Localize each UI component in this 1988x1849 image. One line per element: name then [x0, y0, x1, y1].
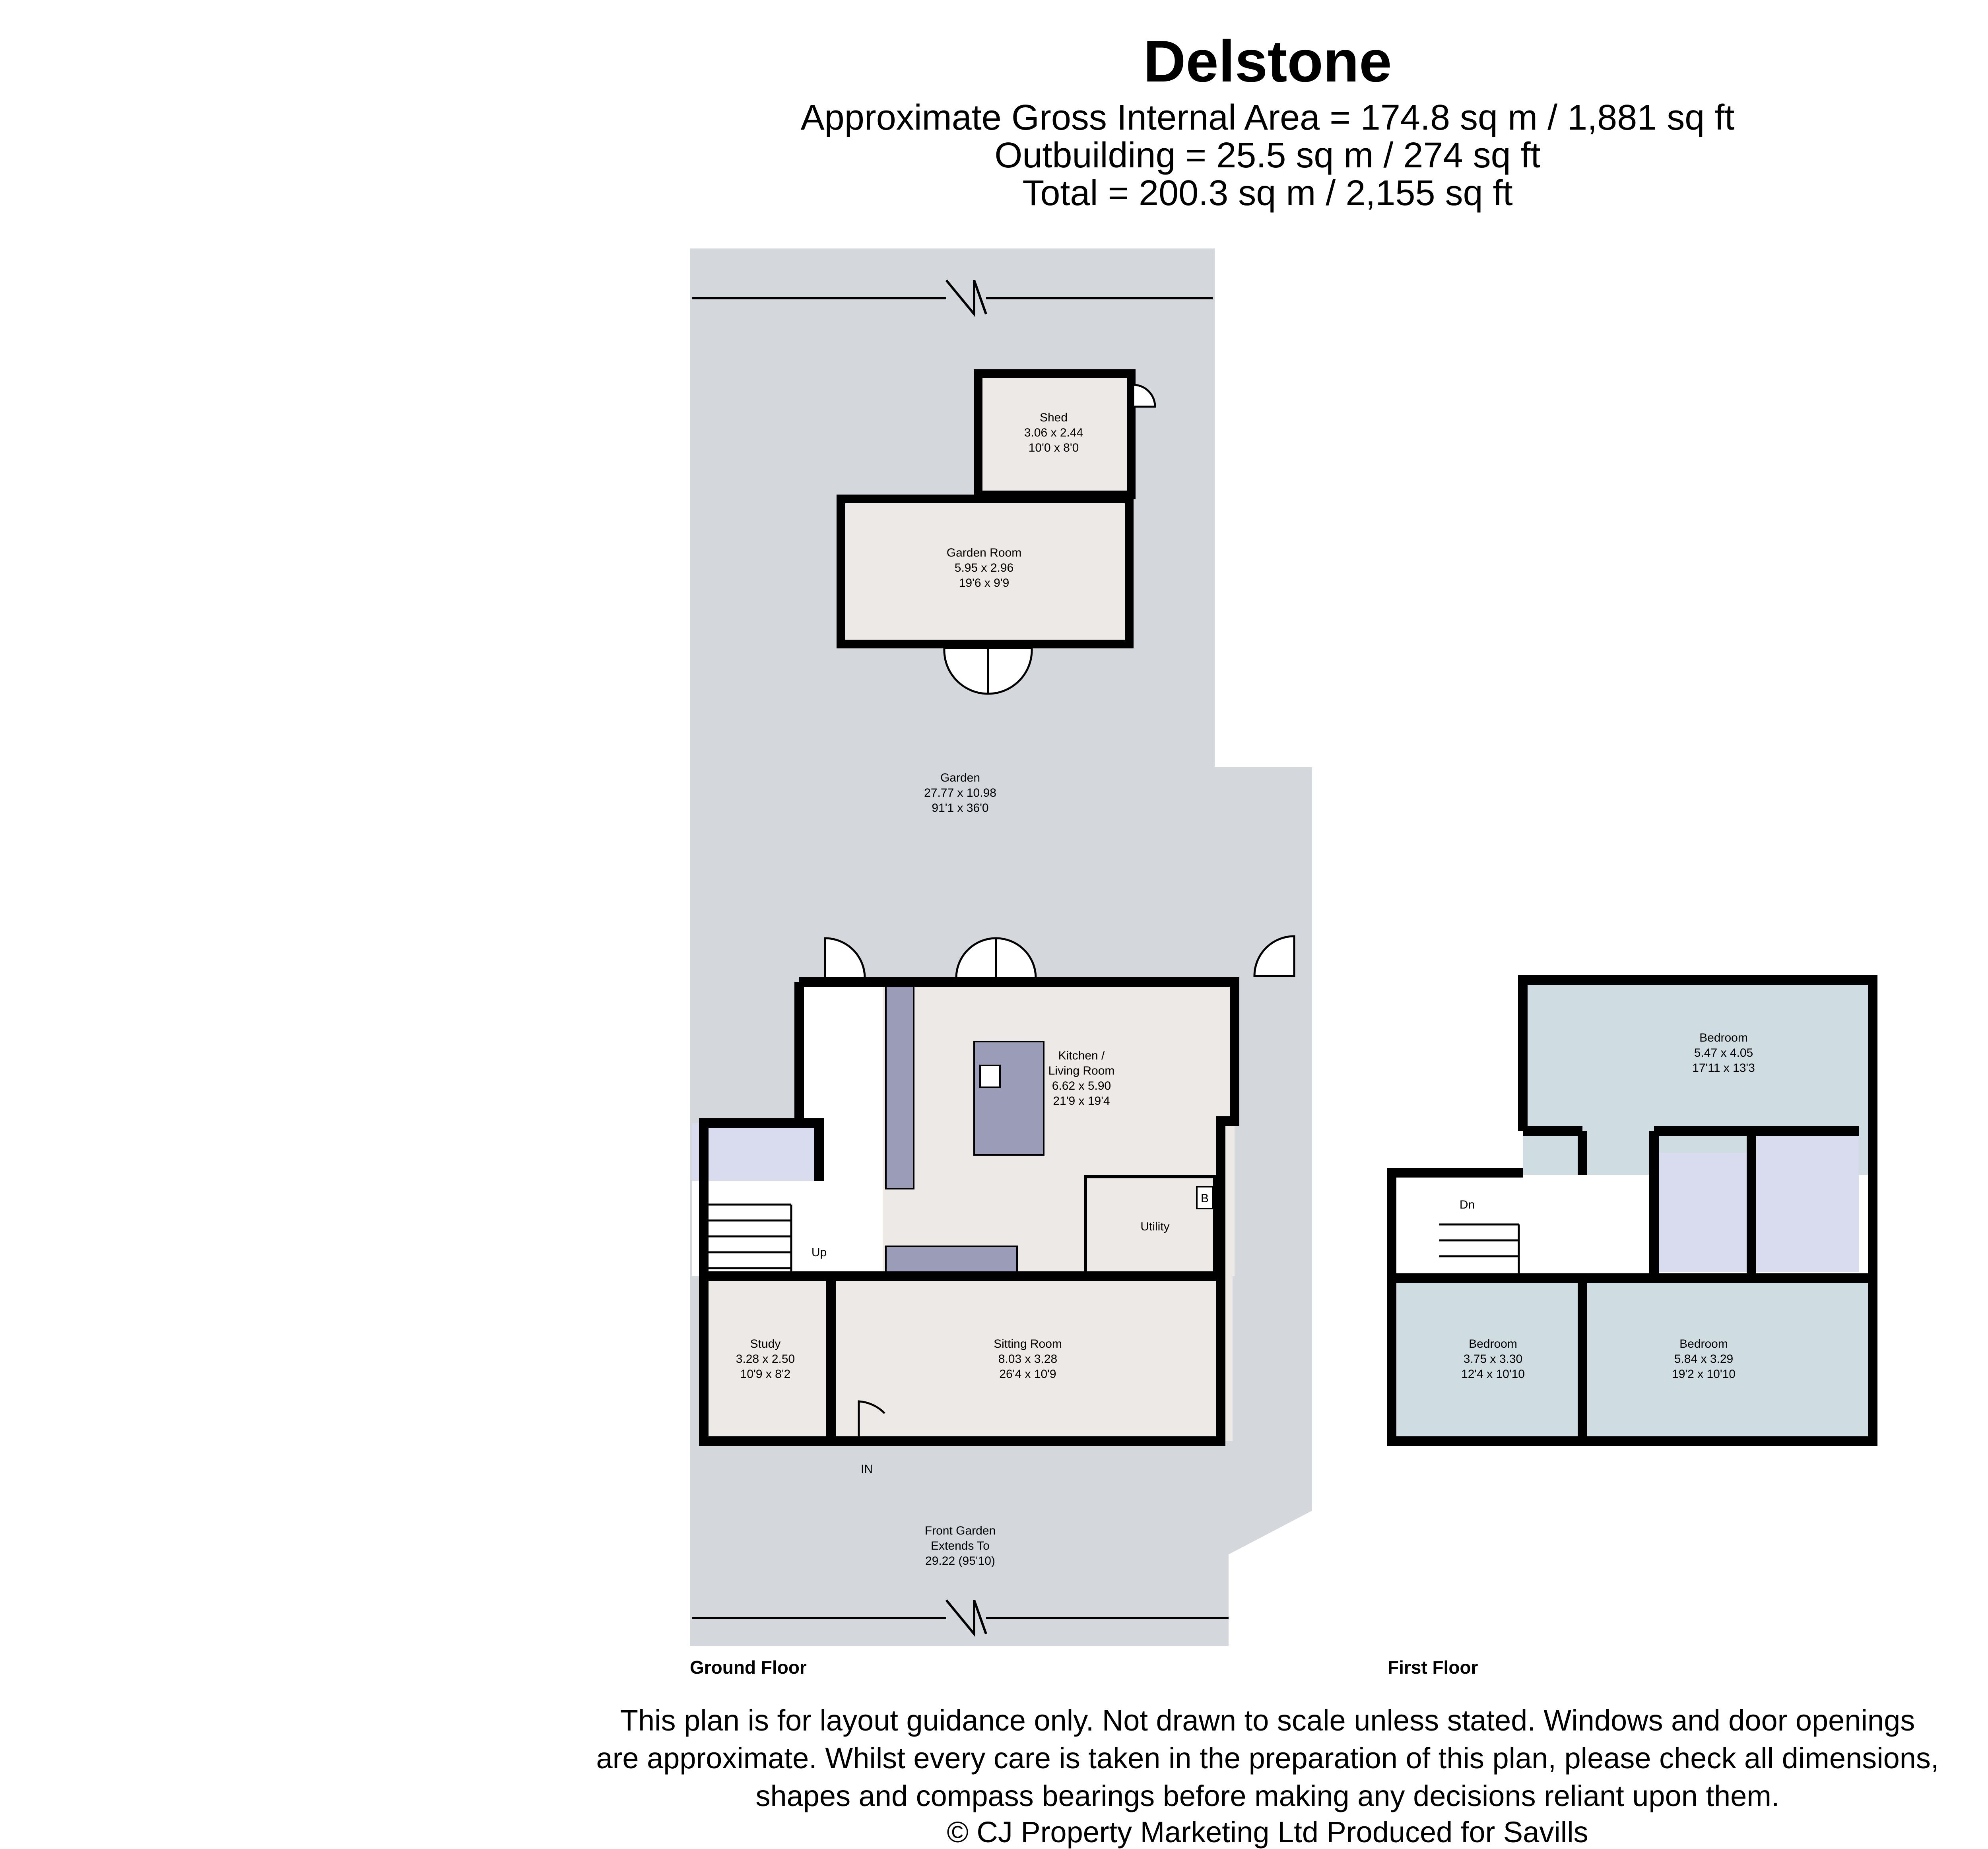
kitchen-sink-icon [980, 1065, 1000, 1087]
kitchen-worktop-bottom [886, 1246, 1017, 1274]
gross-internal-area: Approximate Gross Internal Area = 174.8 sq m / 1,881 sq ft [800, 98, 1735, 138]
ground-stairs-label: Up [811, 1246, 827, 1259]
kitchen-island [974, 1042, 1044, 1155]
study-imperial: 10'9 x 8'2 [740, 1368, 791, 1381]
sitting-room-metric: 8.03 x 3.28 [998, 1352, 1058, 1366]
first-floor-label: First Floor [1388, 1657, 1478, 1678]
first-landing [1392, 1175, 1654, 1278]
stairs-hall [692, 1181, 883, 1276]
plan-title: Delstone [1143, 29, 1392, 94]
wc-room [692, 1123, 821, 1181]
study-name: Study [750, 1337, 781, 1350]
ground-floor-label: Ground Floor [690, 1657, 807, 1678]
shed-metric: 3.06 x 2.44 [1024, 426, 1083, 439]
kitchen-name-1: Kitchen / [1058, 1049, 1105, 1062]
shed-name: Shed [1039, 411, 1068, 424]
front-garden-name-2: Extends To [931, 1539, 990, 1552]
bedroom-top-metric: 5.47 x 4.05 [1694, 1046, 1753, 1059]
kitchen-name-2: Living Room [1048, 1064, 1115, 1077]
copyright-line: © CJ Property Marketing Ltd Produced for Savills [947, 1816, 1588, 1849]
front-garden-value: 29.22 (95'10) [925, 1554, 995, 1568]
front-garden-name-1: Front Garden [924, 1524, 996, 1537]
garden-room-name: Garden Room [946, 546, 1022, 559]
bedroom-left-metric: 3.75 x 3.30 [1463, 1352, 1523, 1366]
disclaimer-line-1: This plan is for layout guidance only. Not drawn to scale unless stated. Windows and door openings [620, 1704, 1915, 1737]
disclaimer-line-2: are approximate. Whilst every care is taken in the preparation of this plan, please check all dimensions, [596, 1742, 1939, 1775]
utility-name: Utility [1140, 1220, 1170, 1233]
bedroom-left-name: Bedroom [1469, 1337, 1517, 1350]
utility-boiler-label: B [1200, 1192, 1209, 1205]
kitchen-metric: 6.62 x 5.90 [1052, 1079, 1111, 1092]
disclaimer-line-3: shapes and compass bearings before making any decisions reliant upon them. [755, 1779, 1780, 1812]
garden-room-metric: 5.95 x 2.96 [954, 561, 1014, 574]
bedroom-right-imperial: 19'2 x 10'10 [1672, 1368, 1736, 1381]
bedroom-top-imperial: 17'11 x 13'3 [1692, 1061, 1755, 1075]
kitchen-imperial: 21'9 x 19'4 [1053, 1094, 1110, 1108]
garden-name: Garden [940, 771, 980, 784]
ensuite-bath-2 [1751, 1131, 1859, 1272]
garden-metric: 27.77 x 10.98 [924, 786, 996, 799]
garden-room-imperial: 19'6 x 9'9 [959, 576, 1010, 590]
sitting-room-name: Sitting Room [994, 1337, 1062, 1350]
kitchen-worktop-left [886, 986, 914, 1189]
study-metric: 3.28 x 2.50 [736, 1352, 795, 1366]
bedroom-right-name: Bedroom [1679, 1337, 1728, 1350]
bedroom-top-name: Bedroom [1699, 1031, 1748, 1044]
sitting-room-imperial: 26'4 x 10'9 [999, 1368, 1056, 1381]
first-stairs-label: Dn [1459, 1198, 1475, 1211]
total-area: Total = 200.3 sq m / 2,155 sq ft [1022, 173, 1513, 213]
garden-imperial: 91'1 x 36'0 [932, 801, 989, 815]
outbuilding-area: Outbuilding = 25.5 sq m / 274 sq ft [994, 136, 1541, 175]
bedroom-right-metric: 5.84 x 3.29 [1674, 1352, 1734, 1366]
shed-imperial: 10'0 x 8'0 [1028, 441, 1079, 454]
bedroom-left-imperial: 12'4 x 10'10 [1461, 1368, 1525, 1381]
entrance-label: IN [861, 1463, 873, 1476]
ensuite-bath-1 [1654, 1153, 1751, 1272]
